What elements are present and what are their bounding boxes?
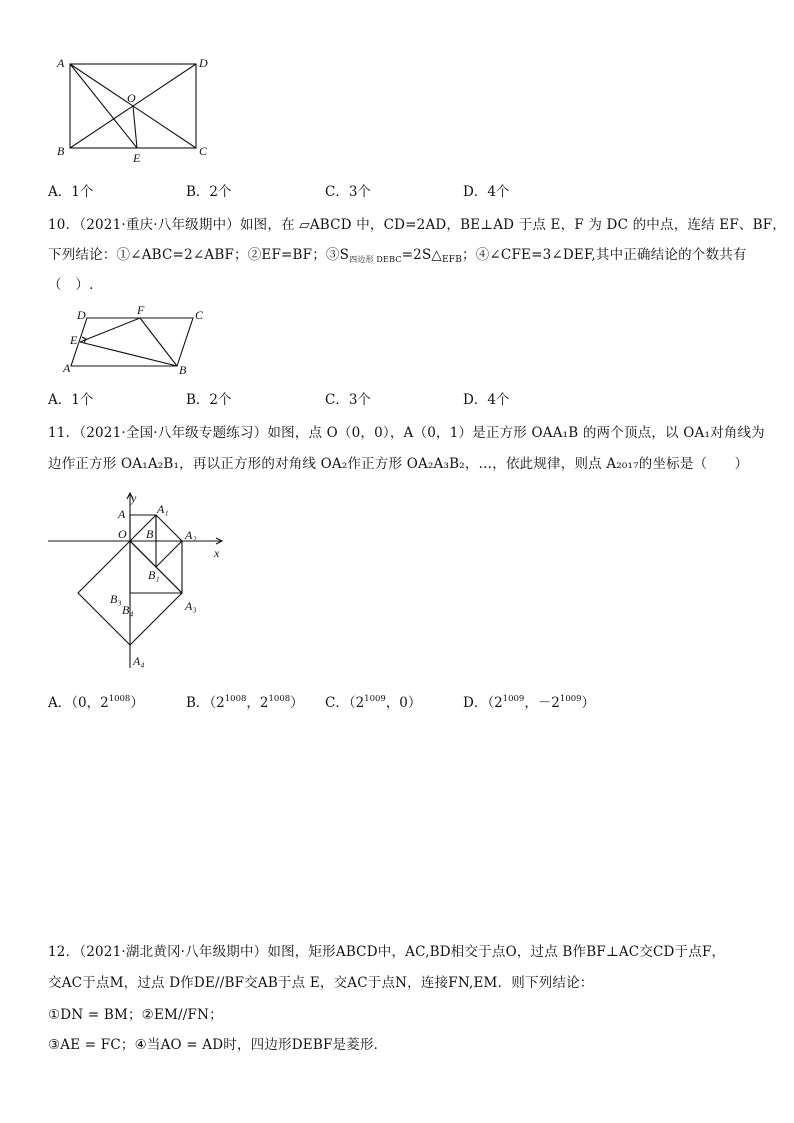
q10-option-b: B．2个 [186,392,232,408]
q11-label-b: B [146,527,154,541]
q12-conclusions-line2: ③AE = FC；④当AO = AD时，四边形DEBF是菱形． [48,1037,388,1053]
q11-label-y: y [131,491,137,505]
q9-option-c: C．3个 [325,184,371,200]
q11-label-a4: A₄ [133,654,145,668]
q10-label-a: A [63,361,71,375]
q11-stem-line1: 11．（2021·全国·八年级专题练习）如图，点 O（0，0），A（0，1）是正方形 OAA₁B 的两个顶点，以 OA₁对角线为 [48,425,765,441]
q9-option-a: A．1个 [48,184,94,200]
q11-label-b3: B₃ [110,592,122,606]
q10-stem-line2: 下列结论：①∠ABC=2∠ABF；②EF=BF；$③S_{四边形 DEBC}=2S\triangle_{EFB}$；④∠CFE=3∠DEF,其中正确结论的个数共有 [48,247,747,265]
q11-label-a: A [118,507,126,521]
q10-label-e: E [70,333,78,347]
q9-label-b: B [57,144,65,158]
q10-stem-line1: 10．（2021·重庆·八年级期中）如图，在 ▱ABCD 中，CD=2AD，BE⊥AD 于点 E，F 为 DC 的中点，连结 EF、BF， [48,217,787,233]
q9-label-e: E [133,151,141,165]
q11-figure [40,488,240,673]
q11-option-d: D．（$2^{1009}$，$-2^{1009}$） [463,694,596,711]
q11-label-a2: A₂ [185,528,197,542]
q12-stem-line2: 交AC于点M，过点 D作DE//BF交AB于点 E，交AC于点N，连接FN,EM．则下列结论： [48,975,594,991]
q10-option-c: C．3个 [325,392,371,408]
q11-label-a1: A₁ [157,502,169,516]
q11-label-a3: A₃ [185,599,197,613]
q10-stem-line3: （ ）. [48,277,94,293]
q9-label-a: A [57,56,65,70]
q11-stem-line2: 边作正方形 OA₁A₂B₁，再以正方形的对角线 OA₂作正方形 OA₂A₃B₂，…，依此规律，则点 A₂₀₁₇的坐标是（ ） [48,456,749,472]
q10-option-d: D．4个 [463,392,510,408]
q11-option-a: A．（0，$2^{1008}$） [48,694,144,711]
q10-label-f: F [137,303,145,317]
q10-label-c: C [195,308,204,322]
q12-conclusions-line1: ①DN = BM；②EM//FN； [48,1007,223,1023]
q10-label-b: B [179,363,187,377]
q10-option-a: A．1个 [48,392,94,408]
q10-label-d: D [77,308,86,322]
q10-figure [55,302,215,382]
q11-label-x: x [214,546,220,560]
q9-option-d: D．4个 [463,184,510,200]
q11-option-b: B．（$2^{1008}$，$2^{1008}$） [186,694,304,711]
q11-option-c: C．（$2^{1009}$，0） [325,694,422,711]
q11-label-b4: B₄ [122,603,134,617]
q9-option-b: B．2个 [186,184,232,200]
q11-label-o: O [118,527,127,541]
q11-label-b1: B₁ [148,568,160,582]
q12-stem-line1: 12．（2021·湖北黄冈·八年级期中）如图，矩形ABCD中，AC,BD相交于点O，过点 B作BF⊥AC交CD于点F， [48,944,726,960]
q9-label-d: D [199,56,208,70]
q9-label-o: O [127,91,136,105]
q9-label-c: C [199,144,208,158]
q9-figure [50,52,220,170]
